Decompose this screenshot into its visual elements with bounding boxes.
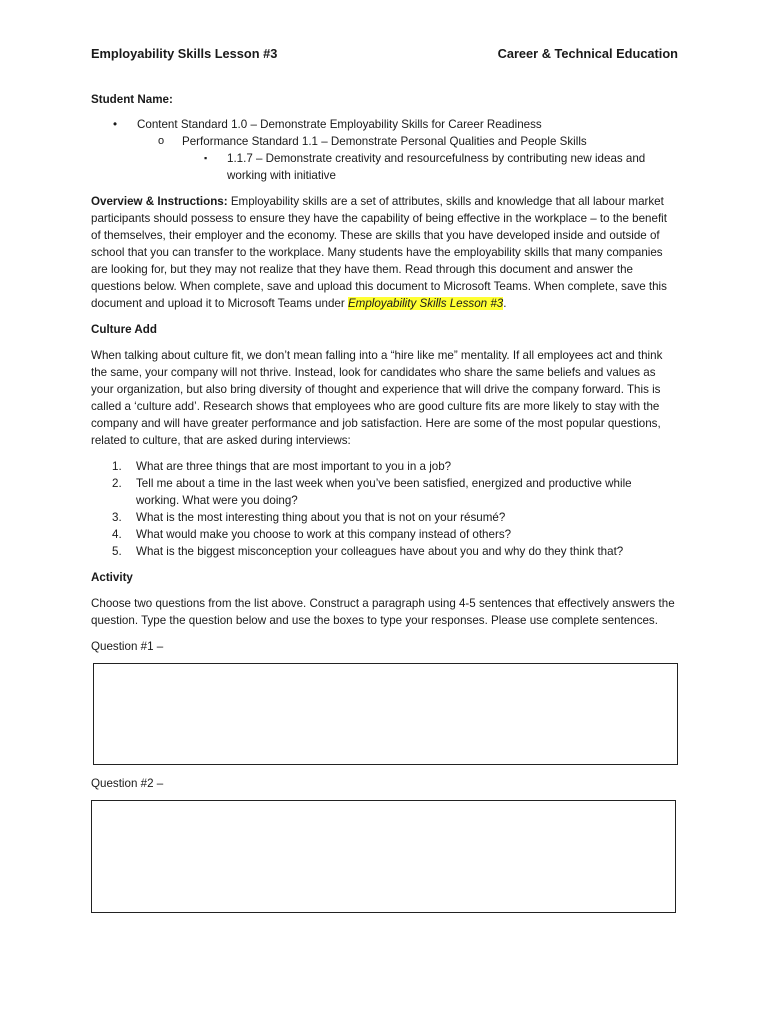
performance-standard-text: Performance Standard 1.1 – Demonstrate Personal Qualities and People Skills — [182, 135, 587, 148]
student-name-label: Student Name: — [91, 93, 173, 106]
list-text: What would make you choose to work at this company instead of others? — [136, 528, 512, 541]
question-2-answer-box[interactable] — [91, 800, 676, 913]
question-1-label: Question #1 – — [91, 640, 164, 653]
department-title: Career & Technical Education — [497, 46, 678, 61]
list-number: 2. — [112, 477, 122, 490]
list-text: What is the biggest misconception your colleagues have about you and why do they think that? — [136, 545, 624, 558]
document-body — [91, 91, 676, 913]
activity-paragraph: Choose two questions from the list above. Construct a paragraph using 4-5 sentences that effectively answers the question. Type the question below and use the boxes to type your responses. Please use complete sentences. — [91, 597, 675, 627]
standards-list — [91, 116, 676, 184]
list-text: Tell me about a time in the last week when you’ve been satisfied, energized and productive while working. What were you doing? — [136, 477, 632, 507]
list-item — [91, 458, 676, 475]
bullet-icon: • — [113, 118, 118, 131]
lesson-title: Employability Skills Lesson #3 — [91, 46, 278, 61]
square-bullet-icon: ▪ — [204, 153, 208, 163]
list-item — [91, 526, 676, 543]
content-standard-item — [91, 116, 676, 133]
question-1-answer-box[interactable] — [93, 663, 678, 765]
overview-paragraph — [91, 193, 676, 312]
list-number: 5. — [112, 545, 122, 558]
culture-add-heading: Culture Add — [91, 323, 157, 336]
list-item — [91, 543, 676, 560]
overview-label: Overview & Instructions: — [91, 195, 228, 208]
question-2-label: Question #2 – — [91, 777, 164, 790]
performance-standard-item — [91, 133, 676, 150]
indicator-text: 1.1.7 – Demonstrate creativity and resourcefulness by contributing new ideas and working with initiative — [227, 152, 646, 182]
circle-bullet-icon: o — [158, 135, 165, 147]
indicator-item — [91, 150, 647, 184]
list-number: 4. — [112, 528, 122, 541]
content-standard-text: Content Standard 1.0 – Demonstrate Employability Skills for Career Readiness — [137, 118, 542, 131]
list-item — [91, 509, 676, 526]
page-header — [91, 45, 678, 62]
list-text: What is the most interesting thing about you that is not on your résumé? — [136, 511, 506, 524]
activity-heading: Activity — [91, 571, 133, 584]
overview-end: . — [503, 297, 507, 310]
list-number: 3. — [112, 511, 122, 524]
culture-add-paragraph: When talking about culture fit, we don’t mean falling into a “hire like me” mentality. If all employees act and think the same, your company will not thrive. Instead, look for candidates who share the same beliefs and values as your organization, but also bring diversity of thought and experience that will drive the company forward. This is called a ‘culture add’. Research shows that employees who are good culture fits are more likely to stay with the company and will have greater performance and job satisfaction. Here are some of the most popular questions, related to culture, that are asked during interviews: — [91, 349, 663, 447]
highlighted-lesson-name: Employability Skills Lesson #3 — [347, 297, 504, 310]
list-number: 1. — [112, 460, 122, 473]
interview-questions-list — [91, 458, 676, 560]
list-item — [91, 475, 676, 509]
overview-text: Employability skills are a set of attributes, skills and knowledge that all labour market participants should possess to ensure they have the capability of being effective in the workplace – to the benefit of themselves, their employer and the economy. These are skills that you have developed inside and outside of school that you can transfer to the workplace. Many students have the employability skills that many companies are looking for, but they may not realize that they have them. Read through this document and answer the questions below. When complete, save and upload this document to Microsoft Teams. When complete, save this document and upload it to Microsoft Teams under — [91, 195, 667, 310]
list-text: What are three things that are most important to you in a job? — [136, 460, 452, 473]
